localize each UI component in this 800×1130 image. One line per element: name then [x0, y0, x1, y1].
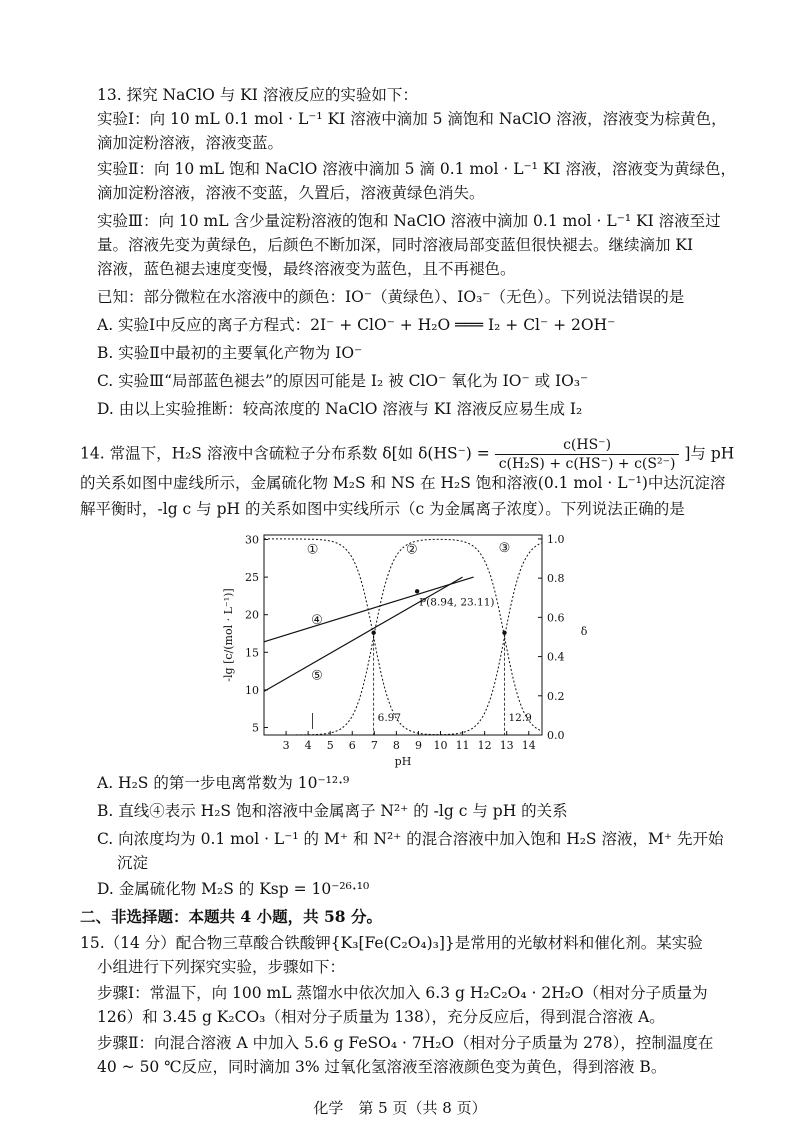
y-right-tick-label: 1.0: [547, 532, 565, 546]
x-tick-label: 7: [370, 739, 378, 752]
q15-line1: 15.（14 分）配合物三草酸合铁酸钾{K₃[Fe(C₂O₄)₃]}是常用的光敏材料和催化剂。某实验: [80, 934, 703, 952]
q14-option-c-line1: C. 向浓度均为 0.1 mol · L⁻¹ 的 M⁺ 和 N²⁺ 的混合溶液中加入饱和 H₂S 溶液，M⁺ 先开始: [97, 830, 724, 848]
curve-label: ③: [498, 540, 511, 556]
fraction-numerator: c(HS⁻): [495, 436, 680, 455]
q14-option-d: D. 金属硫化物 M₂S 的 Ksp = 10⁻²⁶·¹⁰: [97, 880, 370, 898]
y-right-tick-label: 0.6: [547, 611, 565, 625]
delta-hs-curve: [264, 539, 542, 735]
section-title: 二、非选择题：本题共 4 小题，共 58 分。: [80, 907, 382, 926]
q15-line4: 126）和 3.45 g K₂CO₃（相对分子质量为 138），充分反应后，得到混合溶液 A。: [97, 1008, 665, 1026]
y-left-tick-label: 20: [245, 608, 259, 622]
q13-option-a: A. 实验Ⅰ中反应的离子方程式：2I⁻ + ClO⁻ + H₂O ═══ I₂ + Cl⁻ + 2OH⁻: [97, 316, 616, 334]
x-tick-label: 13: [499, 739, 514, 752]
distribution-fraction: [495, 436, 680, 473]
curve-label: ①: [306, 542, 319, 558]
y-right-tick-label: 0.4: [547, 650, 565, 664]
y-right-tick-label: 0.8: [547, 572, 565, 586]
y-left-tick-label: 10: [245, 683, 259, 697]
q14-line2: 的关系如图中虚线所示，金属硫化物 M₂S 和 NS 在 H₂S 饱和溶液(0.1 mol · L⁻¹)中达沉淀溶: [80, 474, 726, 492]
y-left-tick-label: 15: [245, 646, 259, 660]
curve-label: ②: [405, 542, 418, 558]
q15-line5: 步骤Ⅱ：向混合溶液 A 中加入 5.6 g FeSO₄ · 7H₂O（相对分子质量为 278），控制温度在: [97, 1034, 714, 1052]
x-tick-label: 14: [521, 739, 536, 752]
x-tick-label: 8: [392, 739, 400, 752]
curve-label: ⑤: [311, 668, 323, 684]
intersection-ph-label: 6.97: [377, 712, 402, 724]
line4-solid: [264, 577, 474, 642]
q14-line1: [80, 436, 734, 473]
x-tick-label: 5: [326, 739, 334, 752]
q13-exp3-line3: 溶液，蓝色褪去速度变慢，最终溶液变为蓝色，且不再褪色。: [97, 260, 516, 278]
point-p-label: P(8.94, 23.11): [419, 596, 495, 609]
fraction-denominator: c(H₂S) + c(HS⁻) + c(S²⁻): [498, 456, 676, 472]
q13-exp2-line1: 实验Ⅱ：向 10 mL 饱和 NaClO 溶液中滴加 5 滴 0.1 mol · L⁻¹ KI 溶液，溶液变为黄绿色，: [97, 160, 736, 178]
delta-h2s-curve: [264, 539, 542, 735]
y-right-tick-label: 0.2: [547, 689, 565, 703]
q14-line3: 解平衡时，-lg c 与 pH 的关系如图中实线所示（c 为金属离子浓度）。下列说法正确的是: [80, 500, 685, 518]
q14-line1-pre: 14. 常温下，H₂S 溶液中含硫粒子分布系数 δ[如 δ(HS⁻) =: [80, 444, 490, 463]
q13-known: 已知：部分微粒在水溶液中的颜色：IO⁻（黄绿色）、IO₃⁻（无色）。下列说法错误的是: [97, 288, 685, 306]
q13-option-c: C. 实验Ⅲ“局部蓝色褪去”的原因可能是 I₂ 被 ClO⁻ 氧化为 IO⁻ 或 IO₃⁻: [97, 372, 589, 390]
x-tick-label: 6: [348, 739, 356, 752]
q13-exp1-line1: 实验Ⅰ：向 10 mL 0.1 mol · L⁻¹ KI 溶液中滴加 5 滴饱和 NaClO 溶液，溶液变为棕黄色，: [97, 110, 727, 128]
q14-option-a: A. H₂S 的第一步电离常数为 10⁻¹²·⁹: [97, 774, 350, 792]
x-tick-label: 12: [477, 739, 492, 752]
curve-label: ④: [311, 612, 323, 628]
q13-exp3-line2: 量。溶液先变为黄绿色，后颜色不断加深，同时溶液局部变蓝但很快褪去。继续滴加 KI: [97, 236, 694, 254]
line5-solid: [264, 577, 463, 691]
page-footer: 化学 第 5 页（共 8 页）: [313, 1099, 487, 1117]
x-tick-label: 10: [433, 739, 448, 752]
h2s-distribution-chart: [220, 525, 588, 770]
y-left-tick-label: 5: [252, 721, 259, 735]
q13-option-d: D. 由以上实验推断：较高浓度的 NaClO 溶液与 KI 溶液反应易生成 I₂: [97, 400, 583, 418]
y-right-tick-label: 0.0: [547, 729, 565, 742]
q15-line2: 小组进行下列探究实验，步骤如下：: [97, 958, 346, 976]
q13-exp1-line2: 滴加淀粉溶液，溶液变蓝。: [97, 134, 284, 152]
plot-frame: [264, 535, 542, 735]
y-left-axis-label: -lg [c/(mol · L⁻¹)]: [222, 588, 235, 682]
q13-option-b: B. 实验Ⅱ中最初的主要氧化产物为 IO⁻: [97, 344, 363, 362]
q15-line6: 40 ~ 50 ℃反应，同时滴加 3% 过氧化氢溶液至溶液颜色变为黄色，得到溶液 B。: [97, 1058, 667, 1076]
q15-line3: 步骤Ⅰ：常温下，向 100 mL 蒸馏水中依次加入 6.3 g H₂C₂O₄ · 2H₂O（相对分子质量为: [97, 984, 708, 1002]
x-tick-label: 3: [282, 739, 290, 752]
y-left-tick-label: 30: [245, 533, 259, 547]
q14-option-c-line2: 沉淀: [117, 854, 149, 872]
q13-title: 13. 探究 NaClO 与 KI 溶液反应的实验如下：: [97, 86, 418, 104]
q14-line1-post: ]与 pH: [684, 444, 735, 463]
q13-exp3-line1: 实验Ⅲ：向 10 mL 含少量淀粉溶液的饱和 NaClO 溶液中滴加 0.1 mol · L⁻¹ KI 溶液至过: [97, 212, 721, 230]
x-tick-label: 11: [455, 739, 470, 752]
q13-exp2-line2: 滴加淀粉溶液，溶液不变蓝，久置后，溶液黄绿色消失。: [97, 184, 485, 202]
y-left-tick-label: 25: [245, 571, 259, 585]
x-tick-label: 9: [414, 739, 422, 752]
delta-s2-curve: [264, 540, 542, 735]
y-right-axis-label: δ: [580, 625, 588, 638]
x-tick-label: 4: [304, 739, 312, 752]
x-axis-label: pH: [394, 755, 412, 768]
intersection-ph-label: 12.9: [508, 712, 532, 724]
q14-option-b: B. 直线④表示 H₂S 饱和溶液中金属离子 N²⁺ 的 -lg c 与 pH 的关系: [97, 802, 568, 820]
point-p-dot: [415, 589, 419, 593]
